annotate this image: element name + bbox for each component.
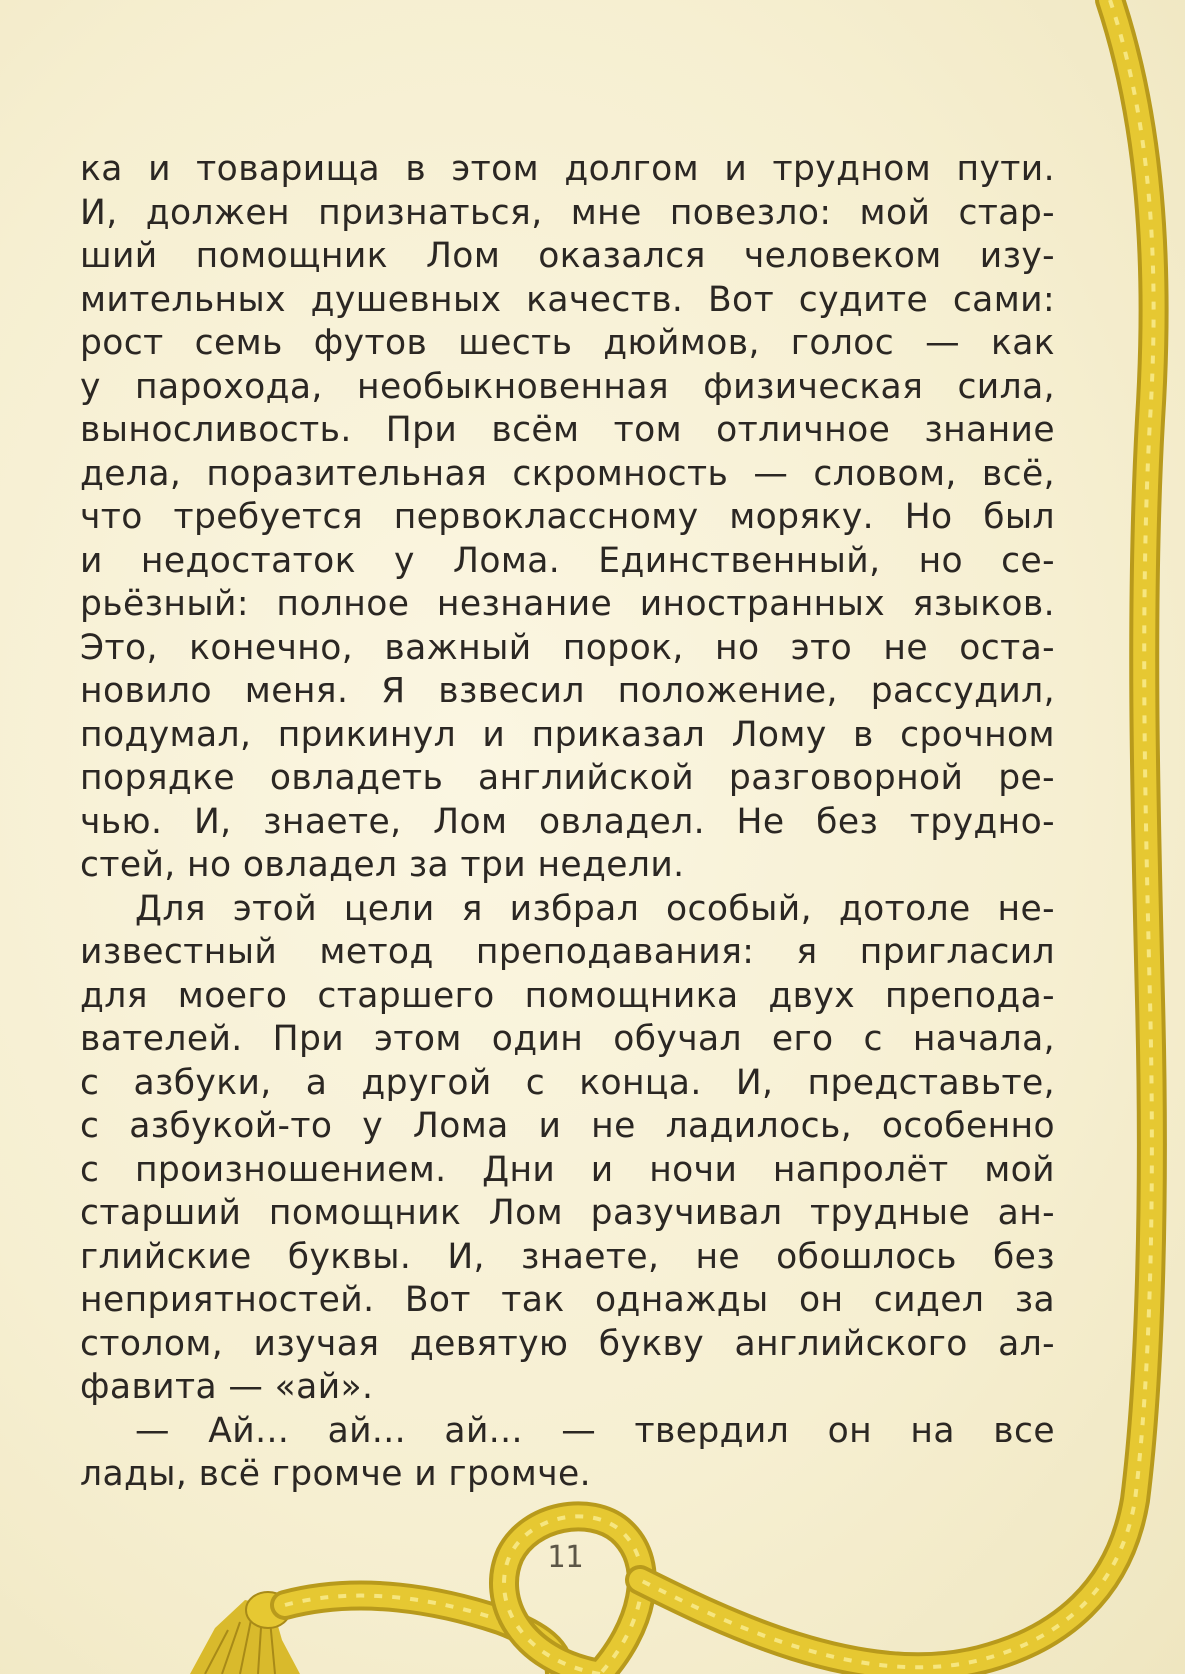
text-line: фавита — «ай». <box>80 1367 374 1407</box>
text-line: столом, изучая девятую букву английского ал- <box>80 1323 1055 1364</box>
text-line: ка и товарища в этом долгом и трудном пути. <box>80 149 1055 189</box>
text-line: вателей. При этом один обучал его с начала, <box>80 1019 1055 1059</box>
text-line: мительных душевных качеств. Вот судите сами: <box>80 279 1055 320</box>
text-line: выносливость. При всём том отличное знание <box>80 410 1055 450</box>
text-line: дела, поразительная скромность — словом, всё, <box>80 453 1055 494</box>
text-line: ший помощник Лом оказался человеком изу- <box>80 236 1055 276</box>
text-line: лады, всё громче и громче. <box>80 1454 591 1494</box>
text-line: стей, но овладел за три недели. <box>80 845 685 885</box>
text-line: известный метод преподавания: я пригласил <box>80 932 1055 972</box>
text-line: с азбуки, а другой с конца. И, представьте, <box>80 1062 1055 1103</box>
text-line: Это, конечно, важный порок, но это не оста- <box>80 627 1055 668</box>
text-line: И, должен признаться, мне повезло: мой стар- <box>80 192 1055 233</box>
text-line: с азбукой-то у Лома и не ладилось, особенно <box>80 1106 1055 1146</box>
body-text <box>80 148 1055 1497</box>
text-line: рьёзный: полное незнание иностранных языков. <box>80 584 1055 624</box>
text-line: рост семь футов шесть дюймов, голос — как <box>80 323 1055 363</box>
paragraph-first-line: Для этой цели я избрал особый, дотоле не- <box>135 888 1055 929</box>
page-number: 11 <box>546 1540 584 1575</box>
text-line: и недостаток у Лома. Единственный, но се- <box>80 540 1055 581</box>
text-line: старший помощник Лом разучивал трудные ан- <box>80 1193 1055 1233</box>
text-line: у парохода, необыкновенная физическая сила, <box>80 366 1055 407</box>
text-line: с произношением. Дни и ночи напролёт мой <box>80 1149 1055 1190</box>
text-line: для моего старшего помощника двух препода- <box>80 975 1055 1016</box>
dialogue-line: — Ай... ай... ай... — твердил он на все <box>135 1410 1055 1451</box>
text-line: порядке овладеть английской разговорной ре- <box>80 758 1055 798</box>
text-line: новило меня. Я взвесил положение, рассудил, <box>80 671 1055 711</box>
text-line: чью. И, знаете, Лом овладел. Не без трудно- <box>80 801 1055 842</box>
text-line: неприятностей. Вот так однажды он сидел за <box>80 1280 1055 1320</box>
text-line: подумал, прикинул и приказал Лому в срочном <box>80 714 1055 755</box>
text-line: что требуется первоклассному моряку. Но был <box>80 497 1055 537</box>
text-line: глийские буквы. И, знаете, не обошлось без <box>80 1236 1055 1277</box>
